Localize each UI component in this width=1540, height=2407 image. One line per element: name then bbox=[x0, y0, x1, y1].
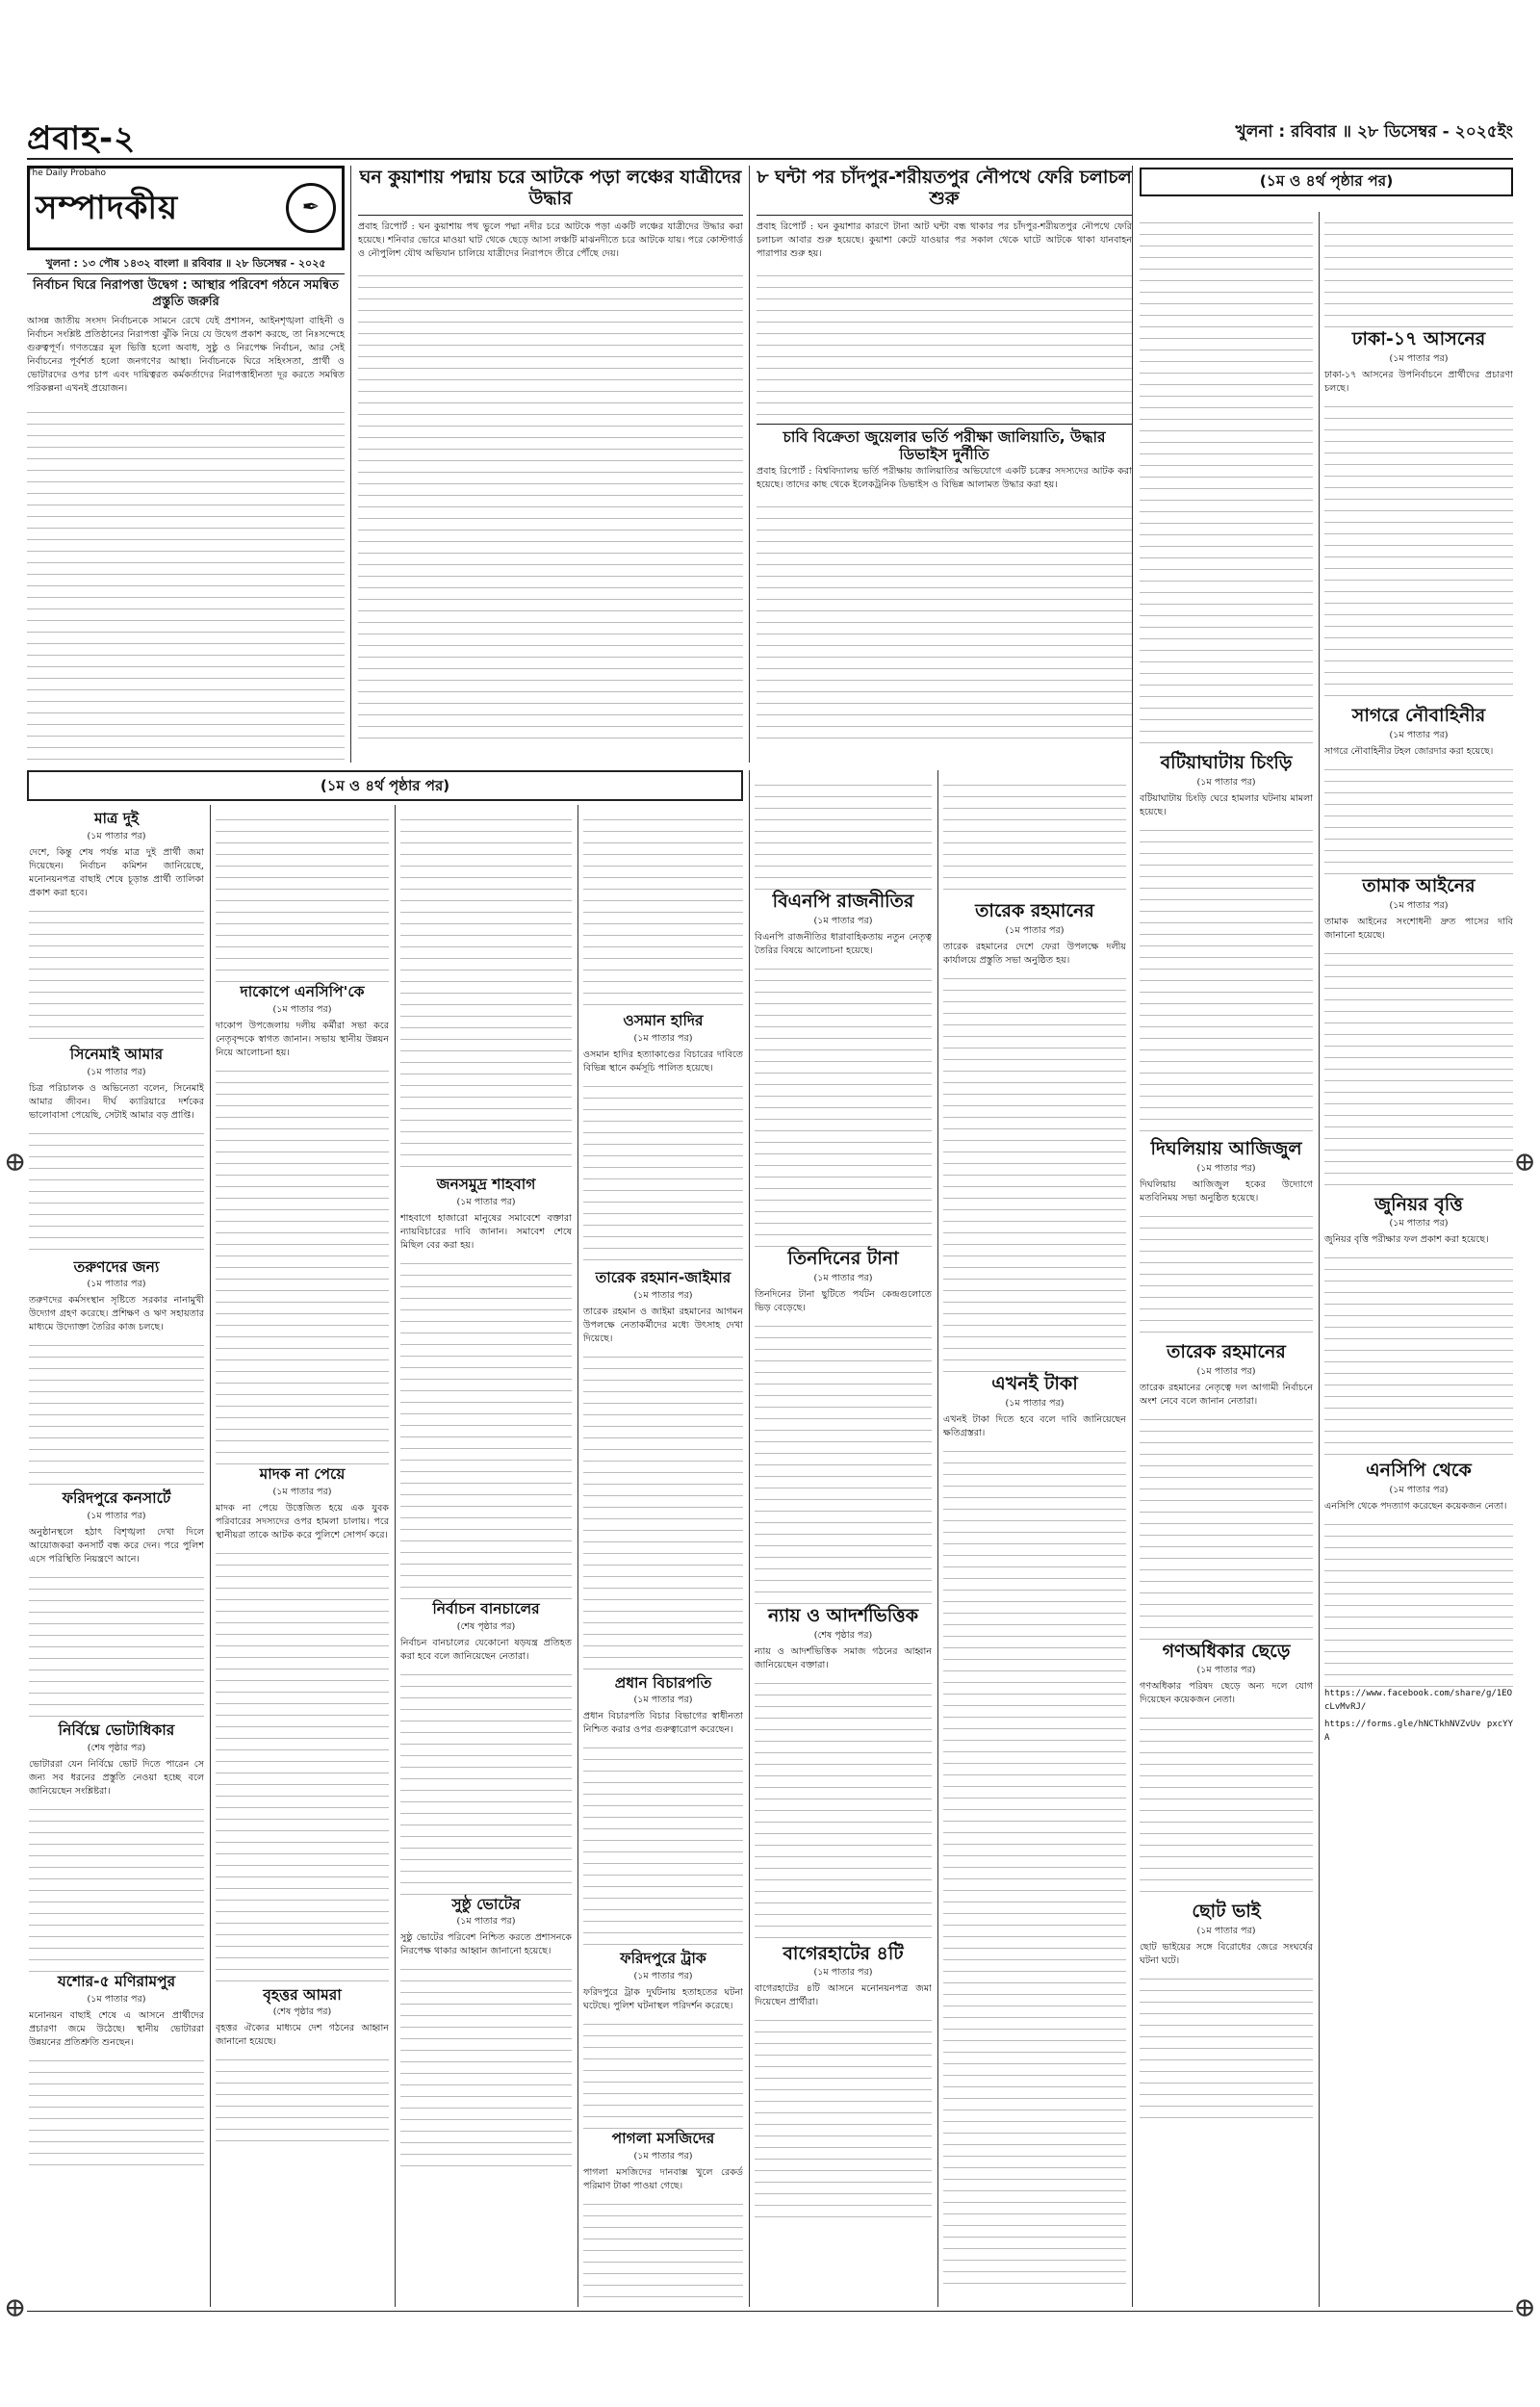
story-body: প্রবাহ রিপোর্ট : ঘন কুয়াশায় পথ ভুলে পদ্মা নদীর চরে আটকে পড়া একটি লঞ্চের যাত্রীদের উদ্ধার করা হয়েছে। শনিবার ভোরে মাওয়া ঘাট থেকে ছেড়ে আসা লঞ্চটি মাঝনদীতে চরে আটকে যায়। পরে কোস্টগার্ড ও নৌপুলিশ যৌথ অভিযান চালিয়ে যাত্রীদের নিরাপদে তীরে পৌঁছে দেয়। bbox=[358, 220, 743, 259]
story-headline: সুষ্ঠু ভোটের bbox=[451, 1895, 521, 1913]
story-headline: ঘন কুয়াশায় পদ্মায় চরে আটকে পড়া লঞ্চের যাত্রীদের উদ্ধার bbox=[359, 167, 742, 209]
story-sub: (১ম পাতার পর) bbox=[1389, 729, 1449, 740]
story-sub: (১ম পাতার পর) bbox=[87, 1993, 146, 2005]
column-c bbox=[400, 809, 572, 2307]
story-body: প্রবাহ রিপোর্ট : বিশ্ববিদ্যালয় ভর্তি পরীক্ষায় জালিয়াতির অভিযোগে একটি চক্রের সদস্যদের আটক করা হয়েছে। তাদের কাছ থেকে ইলেকট্রনিক ডিভাইস ও বিভিন্ন আলামত উদ্ধার করা হয়। bbox=[757, 466, 1132, 491]
story-sub: (১ম পাতার পর) bbox=[272, 1003, 332, 1015]
story-headline: এনসিপি থেকে bbox=[1366, 1460, 1472, 1482]
registration-mark-icon: ⊕ bbox=[4, 1146, 27, 1178]
column-d bbox=[583, 809, 743, 2307]
story-body: সুষ্ঠু ভোটের পরিবেশ নিশ্চিত করতে প্রশাসনকে নিরপেক্ষ থাকার আহ্বান জানানো হয়েছে। bbox=[400, 1932, 572, 1957]
story-headline: পাগলা মসজিদের bbox=[611, 2130, 715, 2148]
story-body: বটিয়াঘাটায় চিংড়ি ঘেরে হামলার ঘটনায় মামলা হয়েছে। bbox=[1140, 792, 1313, 817]
story-sub: (১ম পাতার পর) bbox=[1196, 776, 1256, 788]
column-e bbox=[755, 774, 932, 2307]
story-body: ওসমান হাদির হত্যাকাণ্ডের বিচারের দাবিতে বিভিন্ন স্থানে কর্মসূচি পালিত হয়েছে। bbox=[583, 1048, 743, 1074]
editorial-headline: নির্বাচন ঘিরে নিরাপত্তা উদ্বেগ : আস্থার পরিবেশ গঠনে সমন্বিত প্রস্তুতি জরুরি bbox=[33, 278, 339, 309]
story-body: ভোটাররা যেন নির্বিঘ্নে ভোট দিতে পারেন সে জন্য সব ধরনের প্রস্তুতি নেওয়া হচ্ছে বলে জানিয়েছেন সংশ্লিষ্টরা। bbox=[29, 1759, 204, 1798]
story-body: ঢাকা-১৭ আসনের উপনির্বাচনে প্রার্থীদের প্রচারণা চলছে। bbox=[1324, 369, 1513, 394]
story-body: ফরিদপুরে ট্রাক দুর্ঘটনায় হতাহতের ঘটনা ঘটেছে। পুলিশ ঘটনাস্থল পরিদর্শন করেছে। bbox=[583, 1987, 743, 2012]
story-headline: ছোট ভাই bbox=[1192, 1901, 1261, 1923]
story-body: তিনদিনের টানা ছুটিতে পর্যটন কেন্দ্রগুলোতে ভিড় বেড়েছে। bbox=[755, 1288, 932, 1313]
story-body: নির্বাচন বানচালের যেকোনো ষড়যন্ত্র প্রতিহত করা হবে বলে জানিয়েছেন নেতারা। bbox=[400, 1637, 572, 1662]
column-h bbox=[1324, 212, 1513, 2307]
story-body: গণঅধিকার পরিষদ ছেড়ে অন্য দলে যোগ দিয়েছেন কয়েকজন নেতা। bbox=[1140, 1681, 1313, 1706]
story-sub: (১ম পাতার পর) bbox=[456, 1196, 516, 1207]
story-sub: (১ম পাতার পর) bbox=[813, 915, 873, 926]
story-sub: (১ম পাতার পর) bbox=[633, 1971, 693, 1982]
story-body: এনসিপি থেকে পদত্যাগ করেছেন কয়েকজন নেতা। bbox=[1324, 1501, 1507, 1513]
story-headline: তারেক রহমানের bbox=[1167, 1340, 1286, 1362]
story-sub: (১ম পাতার পর) bbox=[1389, 899, 1449, 911]
story-sub: (১ম পাতার পর) bbox=[633, 1289, 693, 1301]
bottom-rule bbox=[27, 2311, 1513, 2312]
story-headline: বাগেরহাটের ৪টি bbox=[783, 1942, 904, 1964]
story-body: প্রধান বিচারপতি বিচার বিভাগের স্বাধীনতা নিশ্চিত করার ওপর গুরুত্বারোপ করেছেন। bbox=[583, 1711, 743, 1736]
story-ferry bbox=[757, 166, 1132, 763]
story-headline: দাকোপে এনসিপি'কে bbox=[240, 983, 365, 1000]
story-fog-launch bbox=[358, 166, 743, 763]
editorial-body: আসন্ন জাতীয় সংসদ নির্বাচনকে সামনে রেখে যেই প্রশাসন, আইনশৃঙ্খলা বাহিনী ও নির্বাচন সংশ্লিষ্ট প্রতিষ্ঠানের নিরাপত্তা ঝুঁকি নিয়ে যে উদ্বেগ প্রকাশ করছে, তা নিঃসন্দেহে গুরুত্বপূর্ণ। গণতন্ত্রের মূল ভিত্তি হলো অবাধ, সুষ্ঠু ও নিরপেক্ষ নির্বাচন, আর সেই নির্বাচনের পূর্বশর্ত হলো জনগণের আস্থা। নির্বাচনকে ঘিরে সহিংসতা, প্রার্থী ও ভোটারদের ওপর চাপ এবং দায়িত্বরত কর্মকর্তাদের নিরাপত্তাহীনতা দূর করতে সমন্বিত পরিকল্পনা এখনই প্রয়োজন। bbox=[27, 315, 345, 394]
story-sub: (১ম পাতার পর) bbox=[813, 1272, 873, 1283]
masthead bbox=[27, 114, 1513, 178]
story-headline: জুনিয়র বৃত্তি bbox=[1374, 1193, 1463, 1215]
story-sub: (শেষ পৃষ্ঠার পর) bbox=[272, 2006, 332, 2018]
story-body: জুনিয়র বৃত্তি পরীক্ষার ফল প্রকাশ করা হয়েছে। bbox=[1324, 1234, 1489, 1246]
story-sub: (১ম পাতার পর) bbox=[1389, 352, 1449, 364]
column-b bbox=[216, 809, 389, 2307]
story-sub: (১ম পাতার পর) bbox=[633, 2151, 693, 2162]
story-headline: ন্যায় ও আদর্শভিত্তিক bbox=[767, 1604, 919, 1626]
story-sub: (১ম পাতার পর) bbox=[87, 830, 146, 841]
story-sub: (১ম পাতার পর) bbox=[1389, 1218, 1449, 1229]
story-headline: নির্বিঘ্নে ভোটাধিকার bbox=[58, 1721, 175, 1740]
continued-header: (১ম ও ৪র্থ পৃষ্ঠার পর) bbox=[1140, 168, 1513, 196]
story-headline: সাগরে নৌবাহিনীর bbox=[1351, 704, 1486, 726]
story-body: পাগলা মসজিদের দানবাক্স খুলে রেকর্ড পরিমাণ টাকা পাওয়া গেছে। bbox=[583, 2167, 743, 2192]
story-sub: (১ম পাতার পর) bbox=[1005, 924, 1065, 936]
registration-mark-icon: ⊕ bbox=[1513, 1146, 1536, 1178]
form-link[interactable]: https://forms.gle/hNCTkhNVZvUv pxcYYA bbox=[1324, 1720, 1513, 1744]
column-divider bbox=[749, 166, 750, 763]
story-sub: (শেষ পৃষ্ঠার পর) bbox=[813, 1629, 873, 1641]
column-divider bbox=[1319, 212, 1320, 2307]
story-sub: (১ম পাতার পর) bbox=[1196, 1365, 1256, 1377]
story-body: দিঘলিয়ায় আজিজুল হকের উদ্যোগে মতবিনিময় সভা অনুষ্ঠিত হয়েছে। bbox=[1140, 1178, 1313, 1204]
column-divider bbox=[1132, 166, 1133, 2307]
story-body-filler bbox=[358, 265, 743, 746]
story-headline: মাত্র দুই bbox=[93, 810, 140, 827]
story-headline: মাদক না পেয়ে bbox=[259, 1464, 346, 1483]
story-headline: তরুণদের জন্য bbox=[73, 1257, 160, 1276]
story-sub: (১ম পাতার পর) bbox=[813, 1967, 873, 1979]
story-headline: সিনেমাই আমার bbox=[69, 1045, 164, 1063]
story-body: বৃহত্তর ঐক্যের মাধ্যমে দেশ গঠনের আহ্বান জানানো হয়েছে। bbox=[216, 2023, 389, 2048]
column-f bbox=[943, 774, 1126, 2307]
story-sub: (১ম পাতার পর) bbox=[1005, 1397, 1065, 1409]
story-headline: জনসমুদ্র শাহবাগ bbox=[436, 1176, 536, 1193]
story-body-filler bbox=[757, 265, 1132, 419]
story-body: বাগেরহাটের ৪টি আসনে মনোনয়নপত্র জমা দিয়েছেন প্রার্থীরা। bbox=[755, 1983, 932, 2008]
story-body: চিত্র পরিচালক ও অভিনেতা বলেন, সিনেমাই আমার জীবন। দীর্ঘ ক্যারিয়ারে দর্শকের ভালোবাসা পেয়েছি, সেটাই আমার বড় প্রাপ্তি। bbox=[29, 1082, 204, 1121]
newspaper-logo: প্রবাহ-২ The Daily Probaho bbox=[27, 119, 137, 178]
story-body: ন্যায় ও আদর্শভিত্তিক সমাজ গঠনের আহ্বান জানিয়েছেন বক্তারা। bbox=[755, 1645, 932, 1670]
column-divider bbox=[937, 770, 938, 2307]
story-headline: ৮ ঘন্টা পর চাঁদপুর-শরীয়তপুর নৌপথে ফেরি চলাচল শুরু bbox=[757, 167, 1132, 209]
story-body: তরুণদের কর্মসংস্থান সৃষ্টিতে সরকার নানামুখী উদ্যোগ গ্রহণ করেছে। প্রশিক্ষণ ও ঋণ সহায়তার মাধ্যমে উদ্যোক্তা তৈরির কাজ চলছে। bbox=[29, 1295, 204, 1333]
editorial-date: খুলনা : ১৩ পৌষ ১৪৩২ বাংলা ॥ রবিবার ॥ ২৮ ডিসেম্বর - ২০২৫ bbox=[27, 254, 345, 274]
story-body: বিএনপি রাজনীতির ধারাবাহিকতায় নতুন নেতৃত্ব তৈরির বিষয়ে আলোচনা হয়েছে। bbox=[755, 931, 932, 956]
story-body: দেশে, কিন্তু শেষ পর্যন্ত মাত্র দুই প্রার্থী জমা দিয়েছেন। নির্বাচন কমিশন জানিয়েছে, মনোনয়নপত্র বাছাই শেষে চূড়ান্ত প্রার্থী তালিকা প্রকাশ করা হবে। bbox=[29, 846, 204, 898]
column-divider bbox=[749, 770, 750, 2307]
story-sub: (১ম পাতার পর) bbox=[1196, 1926, 1256, 1937]
story-sub: (১ম পাতার পর) bbox=[633, 1695, 693, 1706]
story-headline: বৃহত্তর আমরা bbox=[263, 1985, 342, 2004]
editorial-body-filler bbox=[27, 401, 345, 763]
story-headline: নির্বাচন বানচালের bbox=[432, 1599, 540, 1618]
continued-header-box bbox=[1140, 166, 1513, 204]
story-headline: গণঅধিকার ছেড়ে bbox=[1162, 1640, 1291, 1662]
story-headline: বটিয়াঘাটায় চিংড়ি bbox=[1160, 752, 1293, 773]
story-headline: দিঘলিয়ায় আজিজুল bbox=[1150, 1137, 1302, 1159]
story-sub: (১ম পাতার পর) bbox=[1389, 1485, 1449, 1496]
story-headline: ঢাকা-১৭ আসনের bbox=[1351, 328, 1486, 349]
story-headline: এখনই টাকা bbox=[991, 1372, 1078, 1394]
story-headline: চাবি বিক্রেতা জুয়েলার ভর্তি পরীক্ষা জালিয়াতি, উদ্ধার ডিভাইস দুর্নীতি bbox=[783, 427, 1106, 463]
story-body: সাগরে নৌবাহিনীর টহল জোরদার করা হয়েছে। bbox=[1324, 745, 1494, 757]
story-body: তারেক রহমানের নেতৃত্বে দল আগামী নির্বাচনে অংশ নেবে বলে জানান নেতারা। bbox=[1140, 1382, 1313, 1407]
story-headline: যশোর-৫ মণিরামপুর bbox=[57, 1973, 176, 1991]
story-body: প্রবাহ রিপোর্ট : ঘন কুয়াশার কারণে টানা আট ঘন্টা বন্ধ থাকার পর চাঁদপুর-শরীয়তপুর নৌপথে ফেরি চলাচল আবার শুরু হয়েছে। কুয়াশা কেটে যাওয়ার পর সকাল থেকে ঘাটে আটকে থাকা যানবাহন পারাপার শুরু হয়। bbox=[757, 220, 1132, 259]
editorial-section bbox=[27, 166, 345, 763]
pen-nib-icon: ✒ bbox=[286, 183, 336, 233]
story-headline: তিনদিনের টানা bbox=[787, 1247, 899, 1269]
story-body: তারেক রহমানের দেশে ফেরা উপলক্ষে দলীয় কার্যালয়ে প্রস্তুতি সভা অনুষ্ঠিত হয়। bbox=[943, 941, 1126, 966]
column-g bbox=[1140, 212, 1313, 2307]
story-body: অনুষ্ঠানস্থলে হঠাৎ বিশৃঙ্খলা দেখা দিলে আয়োজকরা কনসার্ট বন্ধ করে দেন। পরে পুলিশ এসে পরিস্থিতি নিয়ন্ত্রণে আনে। bbox=[29, 1527, 204, 1566]
story-headline: ফরিদপুরে ট্রাক bbox=[620, 1950, 706, 1968]
story-sub: (১ম পাতার পর) bbox=[87, 1066, 146, 1077]
story-headline: তারেক রহমানের bbox=[975, 900, 1094, 921]
story-sub: (১ম পাতার পর) bbox=[456, 1916, 516, 1928]
story-sub: (শেষ পৃষ্ঠার পর) bbox=[456, 1620, 516, 1632]
story-sub: (১ম পাতার পর) bbox=[272, 1486, 332, 1497]
story-body: শাহবাগে হাজারো মানুষের সমাবেশে বক্তারা ন্যায়বিচারের দাবি জানান। সমাবেশ শেষে মিছিল বের করা হয়। bbox=[400, 1212, 572, 1251]
continued-banner: (১ম ও ৪র্থ পৃষ্ঠার পর) bbox=[27, 770, 743, 801]
story-headline: প্রধান বিচারপতি bbox=[614, 1673, 712, 1692]
story-headline: তারেক রহমান-জাইমার bbox=[595, 1268, 732, 1286]
editorial-title: সম্পাদকীয় bbox=[36, 189, 179, 227]
column-divider bbox=[350, 166, 351, 763]
story-sub: (১ম পাতার পর) bbox=[1196, 1162, 1256, 1174]
story-body: এখনই টাকা দিতে হবে বলে দাবি জানিয়েছেন ক্ষতিগ্রস্তরা। bbox=[943, 1413, 1126, 1438]
editorial-title-box bbox=[27, 166, 345, 250]
registration-mark-icon: ⊕ bbox=[1513, 2291, 1536, 2323]
column-divider bbox=[210, 805, 211, 2307]
story-sub: (১ম পাতার পর) bbox=[87, 1279, 146, 1290]
story-headline: ফরিদপুরে কনসার্টে bbox=[62, 1489, 171, 1508]
column-a bbox=[29, 809, 204, 2307]
story-body-filler bbox=[757, 496, 1132, 746]
page-dateline: খুলনা : রবিবার ॥ ২৮ ডিসেম্বর - ২০২৫ইং bbox=[1235, 122, 1513, 142]
story-body: ছোট ভাইয়ের সঙ্গে বিরোধের জেরে সংঘর্ষের ঘটনা ঘটে। bbox=[1140, 1942, 1313, 1967]
story-body: দাকোপ উপজেলায় দলীয় কর্মীরা সভা করে নেতৃবৃন্দকে স্বাগত জানান। সভায় স্থানীয় উন্নয়ন নিয়ে আলোচনা হয়। bbox=[216, 1020, 389, 1058]
column-divider bbox=[395, 805, 396, 2307]
story-sub: (১ম পাতার পর) bbox=[633, 1032, 693, 1044]
story-headline: ওসমান হাদির bbox=[623, 1012, 704, 1029]
story-sub: (১ম পাতার পর) bbox=[1196, 1665, 1256, 1676]
story-sub: (শেষ পৃষ্ঠার পর) bbox=[87, 1743, 146, 1754]
story-body: তারেক রহমান ও জাইমা রহমানের আগমন উপলক্ষে নেতাকর্মীদের মধ্যে উৎসাহ দেখা দিয়েছে। bbox=[583, 1306, 743, 1344]
story-headline: তামাক আইনের bbox=[1362, 874, 1476, 896]
facebook-link[interactable]: https://www.facebook.com/share/g/1EOcLvMvRJ/ bbox=[1324, 1689, 1513, 1713]
registration-mark-icon: ⊕ bbox=[4, 2291, 27, 2323]
story-body: মাদক না পেয়ে উত্তেজিত হয়ে এক যুবক পরিবারের সদস্যদের ওপর হামলা চালায়। পরে স্থানীয়রা তাকে আটক করে পুলিশে সোপর্দ করে। bbox=[216, 1502, 389, 1540]
story-sub: (১ম পাতার পর) bbox=[87, 1511, 146, 1522]
story-headline: বিএনপি রাজনীতির bbox=[772, 891, 914, 912]
story-body: তামাক আইনের সংশোধনী দ্রুত পাসের দাবি জানানো হয়েছে। bbox=[1324, 916, 1513, 941]
story-body: মনোনয়ন বাছাই শেষে এ আসনে প্রার্থীদের প্রচারণা জমে উঠেছে। স্থানীয় ভোটাররা উন্নয়নের প্রতিশ্রুতি শুনছেন। bbox=[29, 2009, 204, 2048]
